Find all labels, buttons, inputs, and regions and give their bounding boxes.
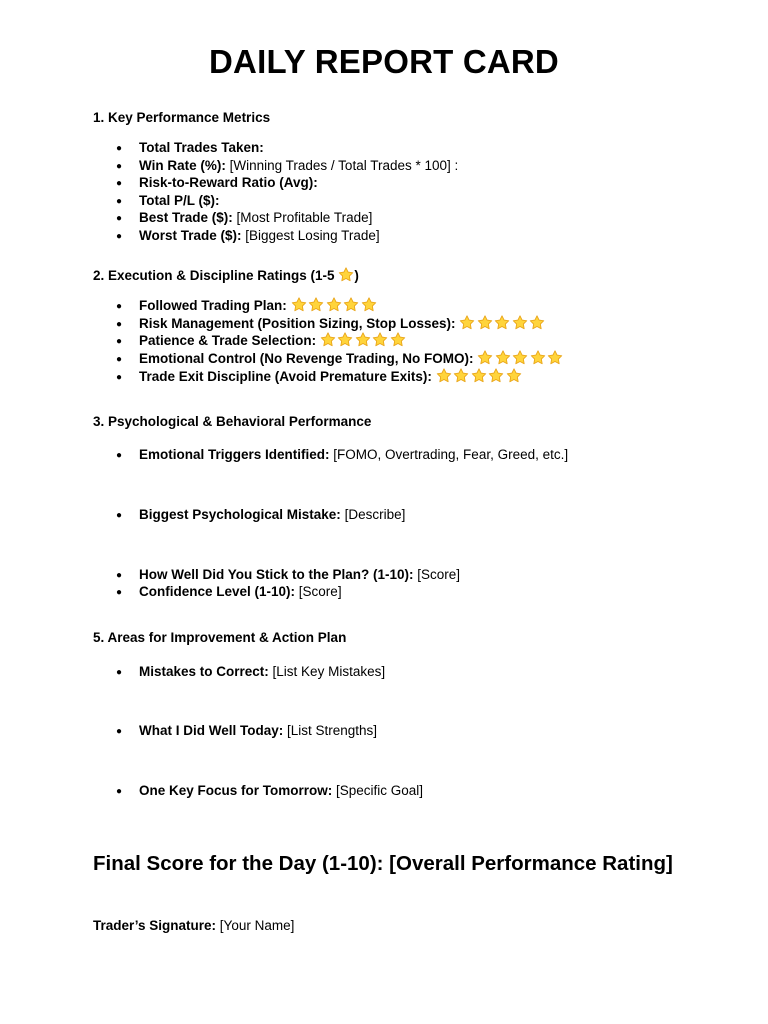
psych-item-label: Biggest Psychological Mistake: xyxy=(139,507,341,522)
bullet-icon: ● xyxy=(116,301,123,312)
star-icon xyxy=(512,350,528,365)
key-metric-label: Total Trades Taken: xyxy=(139,140,264,155)
execution-rating-label: Emotional Control (No Revenge Trading, No FOMO): xyxy=(139,351,474,366)
star-icon xyxy=(372,332,388,347)
psych-item-value: [Score] xyxy=(413,567,461,582)
execution-rating-label: Followed Trading Plan: xyxy=(139,298,287,313)
key-metric-label: Win Rate (%): xyxy=(139,158,226,173)
improvement-item-value: [List Strengths] xyxy=(283,723,378,738)
bullet-icon: ● xyxy=(116,726,123,737)
key-metric-item xyxy=(116,192,220,210)
star-rating xyxy=(459,315,547,334)
star-icon xyxy=(320,332,336,347)
star-icon xyxy=(495,350,511,365)
bullet-icon: ● xyxy=(116,336,123,347)
psych-item-label: Emotional Triggers Identified: xyxy=(139,447,330,462)
improvement-item-item xyxy=(116,782,423,800)
signature-label: Trader’s Signature: xyxy=(93,918,217,933)
bullet-icon: ● xyxy=(116,510,123,521)
page-title: DAILY REPORT CARD xyxy=(209,43,559,80)
execution-rating-item xyxy=(116,332,407,351)
execution-rating-label: Trade Exit Discipline (Avoid Premature Exits): xyxy=(139,369,432,384)
bullet-icon: ● xyxy=(116,450,123,461)
star-icon xyxy=(477,350,493,365)
signature-value: [Your Name] xyxy=(216,918,295,933)
bullet-icon: ● xyxy=(116,161,123,172)
bullet-icon: ● xyxy=(116,319,123,330)
execution-heading-suffix: ) xyxy=(354,268,359,283)
bullet-icon: ● xyxy=(116,196,123,207)
bullet-icon: ● xyxy=(116,667,123,678)
psych-item-value: [Score] xyxy=(295,584,342,599)
star-icon xyxy=(506,368,522,383)
execution-rating-label: Patience & Trade Selection: xyxy=(139,333,317,348)
improvement-item-label: What I Did Well Today: xyxy=(139,723,284,738)
star-icon xyxy=(471,368,487,383)
improvement-item-value: [List Key Mistakes] xyxy=(268,664,386,679)
star-icon xyxy=(512,315,528,330)
star-icon xyxy=(453,368,469,383)
execution-rating-item xyxy=(116,297,378,316)
key-metric-item xyxy=(116,157,458,175)
key-metric-label: Total P/L ($): xyxy=(139,193,220,208)
bullet-icon: ● xyxy=(116,786,123,797)
star-icon xyxy=(308,297,324,312)
star-icon xyxy=(488,368,504,383)
star-icon xyxy=(547,350,563,365)
key-metric-value: [Winning Trades / Total Trades * 100] : xyxy=(225,158,459,173)
bullet-icon: ● xyxy=(116,570,123,581)
section-heading-psychological: 3. Psychological & Behavioral Performance xyxy=(93,414,372,429)
section-heading-improvement: 5. Areas for Improvement & Action Plan xyxy=(93,630,347,645)
execution-rating-label: Risk Management (Position Sizing, Stop Losses): xyxy=(139,316,456,331)
section-heading-execution xyxy=(93,267,359,283)
psych-item-label: How Well Did You Stick to the Plan? (1-10): xyxy=(139,567,414,582)
section-heading-key-metrics: 1. Key Performance Metrics xyxy=(93,110,271,125)
star-icon xyxy=(436,368,452,383)
psych-item-value: [FOMO, Overtrading, Fear, Greed, etc.] xyxy=(329,447,569,462)
psych-item-item xyxy=(116,583,342,601)
star-icon xyxy=(343,297,359,312)
key-metric-item xyxy=(116,227,380,245)
final-score-heading: Final Score for the Day (1-10): [Overall Performance Rating] xyxy=(93,852,673,875)
star-rating xyxy=(477,350,565,369)
trader-signature xyxy=(93,918,294,933)
star-icon xyxy=(361,297,377,312)
improvement-item-item xyxy=(116,722,377,740)
star-rating xyxy=(291,297,379,316)
bullet-icon: ● xyxy=(116,143,123,154)
star-icon xyxy=(459,315,475,330)
improvement-item-label: One Key Focus for Tomorrow: xyxy=(139,783,333,798)
improvement-item-label: Mistakes to Correct: xyxy=(139,664,269,679)
star-icon xyxy=(338,267,354,282)
psych-item-value: [Describe] xyxy=(340,507,406,522)
execution-rating-item xyxy=(116,350,565,369)
star-rating xyxy=(436,368,524,387)
psych-item-label: Confidence Level (1-10): xyxy=(139,584,296,599)
improvement-item-value: [Specific Goal] xyxy=(332,783,424,798)
star-icon xyxy=(529,315,545,330)
star-rating xyxy=(320,332,408,351)
star-icon xyxy=(291,297,307,312)
bullet-icon: ● xyxy=(116,178,123,189)
improvement-item-item xyxy=(116,663,385,681)
key-metric-label: Worst Trade ($): xyxy=(139,228,242,243)
key-metric-label: Risk-to-Reward Ratio (Avg): xyxy=(139,175,318,190)
bullet-icon: ● xyxy=(116,231,123,242)
star-icon xyxy=(337,332,353,347)
key-metric-value: [Most Profitable Trade] xyxy=(232,210,373,225)
star-icon xyxy=(326,297,342,312)
key-metric-item xyxy=(116,174,318,192)
psych-item-item xyxy=(116,506,405,524)
bullet-icon: ● xyxy=(116,213,123,224)
star-icon xyxy=(477,315,493,330)
star-icon xyxy=(390,332,406,347)
psych-item-item xyxy=(116,566,460,584)
bullet-icon: ● xyxy=(116,354,123,365)
key-metric-value: [Biggest Losing Trade] xyxy=(241,228,380,243)
execution-rating-item xyxy=(116,368,523,387)
execution-heading-prefix: 2. Execution & Discipline Ratings (1-5 xyxy=(93,268,339,283)
star-icon xyxy=(530,350,546,365)
key-metric-item xyxy=(116,209,372,227)
key-metric-item xyxy=(116,139,264,157)
star-icon xyxy=(355,332,371,347)
bullet-icon: ● xyxy=(116,587,123,598)
star-icon xyxy=(494,315,510,330)
bullet-icon: ● xyxy=(116,372,123,383)
key-metric-label: Best Trade ($): xyxy=(139,210,233,225)
psych-item-item xyxy=(116,446,568,464)
